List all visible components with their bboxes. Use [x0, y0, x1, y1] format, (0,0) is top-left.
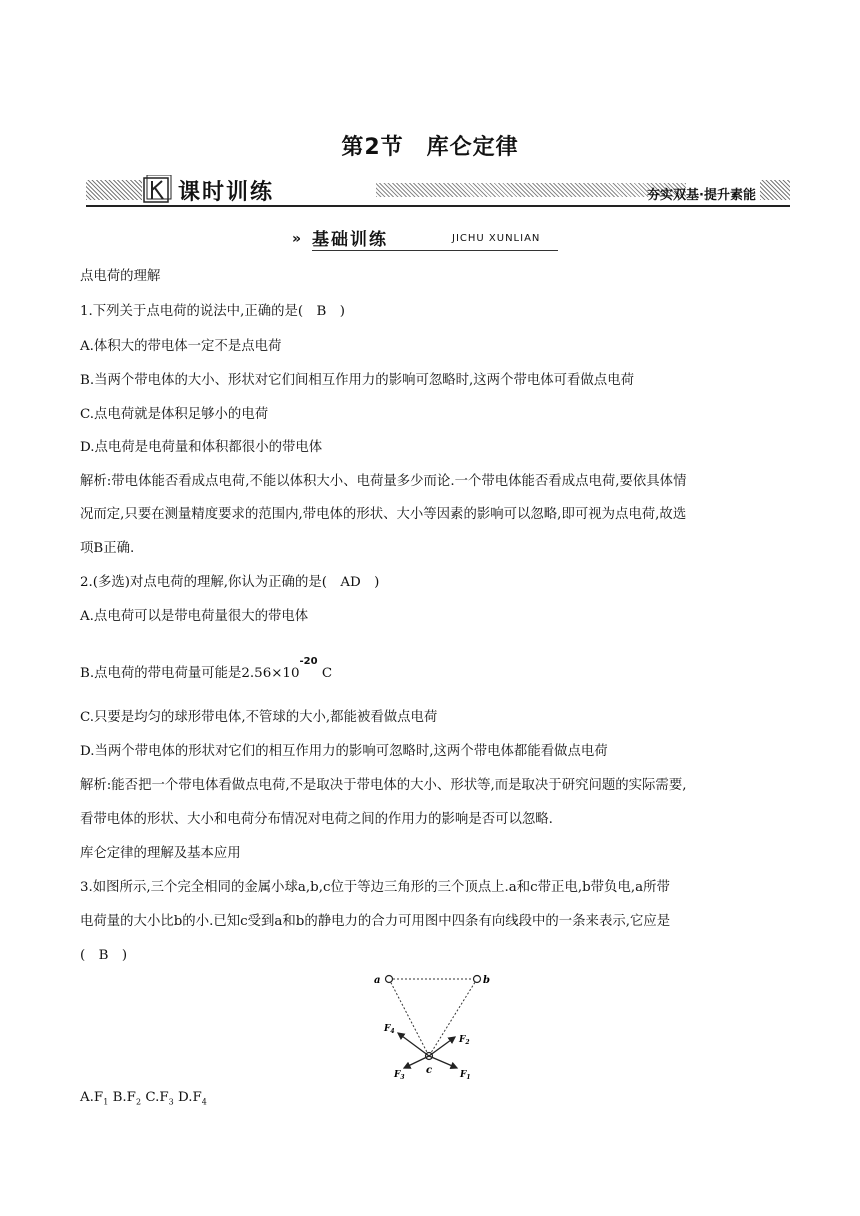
q1-option-b: B.当两个带电体的大小、形状对它们间相互作用力的影响可忽略时,这两个带电体可看做点电荷: [80, 373, 634, 388]
q1-option-a: A.体积大的带电体一定不是点电荷: [80, 339, 282, 354]
question-2: 2.(多选)对点电荷的理解,你认为正确的是( AD ): [80, 575, 380, 590]
lesson-banner: [86, 175, 790, 207]
q3-option-d-sub: 4: [201, 1097, 207, 1107]
q2-analysis-line-2: 看带电体的形状、大小和电荷分布情况对电荷之间的作用力的影响是否可以忽略.: [80, 812, 553, 827]
q3-option-b: B.F: [108, 1090, 136, 1105]
label-F1: $F_1$: [460, 1070, 471, 1080]
question-3-line-3: ( B ): [80, 948, 128, 963]
section-label: 基础训练: [312, 230, 388, 250]
label-c: c: [426, 1065, 433, 1076]
label-b: b: [483, 975, 490, 986]
question-3-line-1: 3.如图所示,三个完全相同的金属小球a,b,c位于等边三角形的三个顶点上.a和c带正电,b带负电,a所带: [80, 880, 670, 895]
q1-analysis-line-3: 项B正确.: [80, 541, 135, 556]
banner-label: 课时训练: [178, 180, 275, 205]
q2-option-c: C.只要是均匀的球形带电体,不管球的大小,都能被看做点电荷: [80, 710, 438, 725]
q3-option-c-sub: 3: [168, 1097, 174, 1107]
q3-options: [80, 1090, 207, 1107]
q3-option-d: D.F: [173, 1090, 202, 1105]
label-F3: $F_3$: [394, 1070, 405, 1080]
q2-analysis-line-1: 解析:能否把一个带电体看做点电荷,不是取决于带电体的大小、形状等,而是取决于研究问题的实际需要,: [80, 778, 687, 793]
banner-hatch-middle: [376, 183, 686, 197]
q3-option-a-sub: 1: [103, 1097, 109, 1107]
q1-option-d: D.点电荷是电荷量和体积都很小的带电体: [80, 440, 323, 455]
section-heading: [292, 225, 572, 251]
label-a: a: [374, 975, 381, 986]
banner-hatch-right: [760, 180, 790, 200]
page-title: 第2节 库仑定律: [341, 135, 519, 160]
question-1: 1.下列关于点电荷的说法中,正确的是( B ): [80, 304, 345, 319]
edge-bc: [429, 979, 477, 1056]
k-logo-icon: [142, 175, 172, 205]
vector-F1: [429, 1056, 457, 1068]
label-F2: $F_2$: [459, 1035, 470, 1046]
q3-option-a: A.F: [80, 1090, 104, 1105]
vector-F2: [429, 1037, 455, 1056]
topic-heading: 点电荷的理解: [80, 269, 161, 284]
q1-option-c: C.点电荷就是体积足够小的电荷: [80, 407, 269, 422]
ball-b: [474, 976, 481, 983]
banner-hatch-left: [86, 180, 142, 200]
topic-heading-2: 库仑定律的理解及基本应用: [80, 846, 241, 861]
q1-analysis-line-1: 解析:带电体能否看成点电荷,不能以体积大小、电荷量多少而论.一个带电体能否看成点电荷,要依具体情: [80, 474, 687, 489]
q1-analysis-line-2: 况而定,只要在测量精度要求的范围内,带电体的形状、大小等因素的影响可以忽略,即可视为点电荷,故选: [80, 507, 687, 522]
label-F4: $F_4$: [384, 1024, 395, 1035]
section-pinyin: JICHU XUNLIAN: [452, 233, 541, 244]
q3-option-b-sub: 2: [135, 1097, 142, 1107]
q2-option-b-exponent: -20: [299, 655, 318, 667]
q2-option-b: [80, 655, 333, 681]
ball-a: [386, 976, 393, 983]
q2-option-d: D.当两个带电体的形状对它们的相互作用力的影响可忽略时,这两个带电体都能看做点电荷: [80, 744, 608, 759]
q3-option-c: C.F: [141, 1090, 169, 1105]
banner-right-label: 夯实双基·提升素能: [647, 188, 756, 203]
q2-option-a: A.点电荷可以是带电荷量很大的带电体: [80, 609, 309, 624]
section-underline: [312, 250, 558, 251]
question-3-line-2: 电荷量的大小比b的小.已知c受到a和b的静电力的合力可用图中四条有向线段中的一条来表示,它应是: [80, 914, 671, 929]
q2-option-b-unit: C: [321, 666, 333, 681]
edge-ac: [389, 979, 429, 1056]
triangle-force-diagram: [360, 965, 500, 1080]
q2-option-b-text: B.点电荷的带电荷量可能是2.56×10: [80, 666, 300, 681]
double-chevron-icon: »: [292, 231, 302, 247]
banner-underline: [86, 205, 790, 207]
vector-F4: [398, 1033, 429, 1056]
